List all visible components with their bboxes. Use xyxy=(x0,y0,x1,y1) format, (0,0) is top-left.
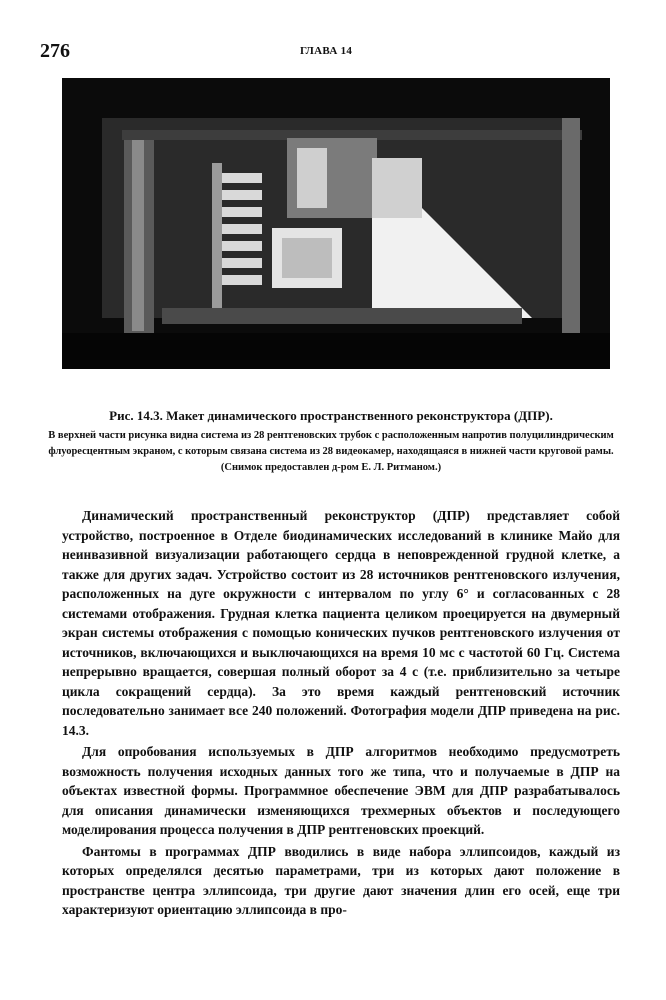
caption-title: Рис. 14.3. Макет динамического пространственного реконструктора (ДПР). xyxy=(109,408,553,423)
body-text xyxy=(62,506,620,922)
figure-photo xyxy=(62,78,610,369)
page-number: 276 xyxy=(40,40,70,62)
paragraph: Для опробования используемых в ДПР алгоритмов необходимо предусмотреть возможность получения исходных данных того же типа, что и получаемые в ДПР на объектах известной формы. Программное обеспечение ЭВМ для ДПР разрабатывалось для описания динамически изменяющихся трехмерных объектов и последующего моделирования процесса получения в ДПР рентгеновских проекций. xyxy=(62,744,620,837)
paragraph: Динамический пространственный реконструктор (ДПР) представляет собой устройство, построенное в Отделе биодинамических исследований в клинике Майо для неинвазивной визуализации работающего сердца в неповрежденной грудной клетке, а также для других задач. Устройство состоит из 28 источников рентгеновского излучения, расположенных на дуге окружности с интервалом по углу 6° и согласованных с 28 системами отображения. Грудная клетка пациента целиком проецируется на двумерный экран системы отображения с помощью конических пучков рентгеновского излучения от источников, включающихся и выключающихся на время 10 мс с частотой 60 Гц. Система непрерывно вращается, совершая полный оборот за 4 с (т.е. приблизительно за четыре цикла сокращений сердца). За это время каждый рентгеновский источник последовательно занимает все 240 положений. Фотография модели ДПР приведена на рис. 14.3. xyxy=(62,508,620,738)
paragraph: Фантомы в программах ДПР вводились в виде набора эллипсоидов, каждый из которых определялся десятью параметрами, три из которых дают положение в пространстве центра эллипсоида, три другие дают значения длин его осей, еще три характеризуют ориентацию эллипсоида в про- xyxy=(62,843,620,917)
caption-body: В верхней части рисунка видна система из 28 рентгеновских трубок с расположенным напротив полуцилиндрическим флуоресцентным экраном, с которым связана система из 28 видеокамер, находящаяся в нижней части круговой рамы. (Снимок предоставлен д-ром Е. Л. Ритманом.) xyxy=(48,430,614,473)
figure-caption xyxy=(40,408,622,476)
running-head: ГЛАВА 14 xyxy=(300,45,353,57)
dpr-model-photo xyxy=(62,78,610,369)
